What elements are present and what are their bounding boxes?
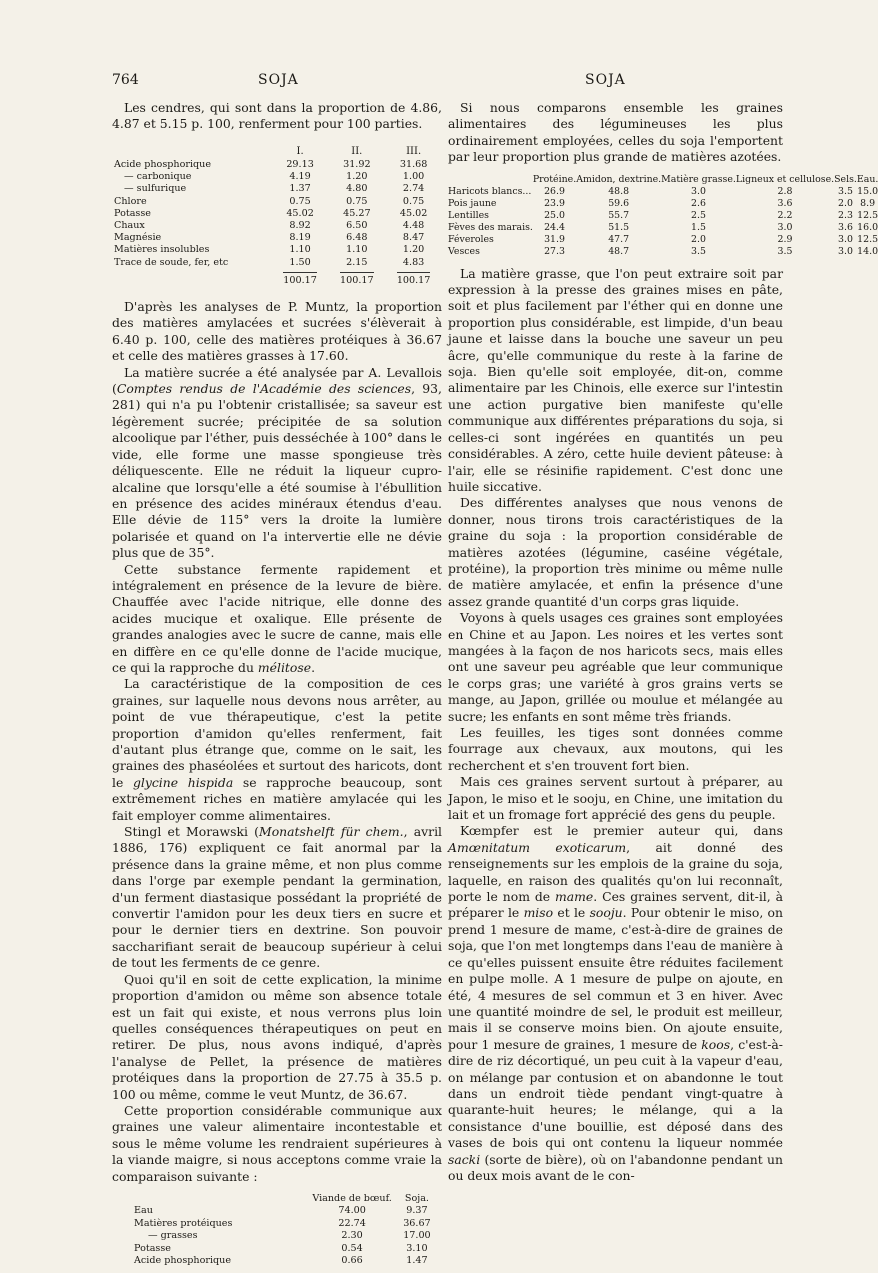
- table-row: — sulfurique 1.37 4.80 2.74: [124, 183, 425, 195]
- paragraph-stingl: Stingl et Morawski (Monatshelft für chem., avril 1886, 176) expliquent ce fait anormal par la présence dans la graine même, et non plus comme dans l'orge par exemple pendant la germination, d'un ferment diastasique possédant la propriété de convertir l'amidon pour les deux tiers en sucre et pour le dernier tiers en dextrine. Son pouvoir saccharifiant serait de beaucoup supérieur à celui de tout les ferments de ce genre.: [112, 824, 442, 971]
- paragraph-uses: Voyons à quels usages ces graines sont employées en Chine et au Japon. Les noires et les vertes sont mangées à la façon de nos haricots secs, mais elles ont une saveur peu agréable que leur communique le corps gras; une variété à gros grains verts se mange, au Japon, grillée ou moulue et mélangée au sucre; les enfants en sont même très friands.: [448, 610, 783, 724]
- table-row: Haricots blancs... 26.9 48.8 3.0 2.8 3.5 15.0: [448, 185, 878, 197]
- ash-composition-table: [114, 145, 442, 287]
- table-row: Vesces 27.3 48.7 3.5 3.5 3.0 14.0: [448, 245, 878, 257]
- column-header: Protéine.: [532, 173, 577, 185]
- table-row: — grasses 2.30 17.00: [148, 1230, 431, 1242]
- column-header: I.: [296, 145, 304, 157]
- running-title-right: SOJA: [585, 72, 626, 88]
- column-header: II.: [351, 145, 363, 157]
- paragraph-characteristic: La caractéristique de la composition de ces graines, sur laquelle nous devons nous arrêter, au point de vue thérapeutique, c'est la petite proportion d'amidon qu'elles renferment, fait d'autant plus étrange que, comme on le sait, les graines des phaséolées et surtout des haricots, dont le glycine hispida se rapproche beaucoup, sont extrêmement riches en matière amylacée qui les fait employer comme alimentaires.: [112, 676, 442, 823]
- column-header: Matière grasse.: [661, 173, 736, 185]
- column-header: Amidon, dextrine.: [576, 173, 662, 185]
- right-column: [448, 100, 878, 1184]
- column-header: Viande de bœuf.: [312, 1192, 392, 1204]
- paragraph-miso: Mais ces graines servent surtout à préparer, au Japon, le miso et le sooju, en Chine, une imitation du lait et un fromage fort apprécié des gens du peuple.: [448, 774, 783, 823]
- left-column: [112, 100, 442, 1273]
- table-row: Matières protéiques 22.74 36.67: [134, 1217, 431, 1229]
- column-header: Eau.: [856, 173, 878, 185]
- table-row: Matières insolubles 1.10 1.10 1.20: [114, 244, 425, 256]
- table-row: Trace de soude, fer, etc 1.50 2.15 4.83: [114, 256, 425, 268]
- paragraph-compare: Si nous comparons ensemble les graines alimentaires des légumineuses les plus ordinairement employées, celles du soja l'emportent par leur proportion plus grande de matières azotées.: [448, 100, 783, 165]
- beef-soja-table: [134, 1193, 442, 1267]
- table-row: Féveroles 31.9 47.7 2.0 2.9 3.0 12.5: [448, 233, 878, 245]
- table-total-row: 100.17 100.17 100.17: [114, 269, 442, 287]
- legume-composition-table: [448, 174, 878, 258]
- table-row: Acide phosphorique 0.66 1.47: [134, 1255, 428, 1267]
- table-row: Potasse 0.54 3.10: [134, 1242, 428, 1254]
- column-header: Ligneux et cellulose.: [735, 173, 835, 185]
- table-row: Chaux 8.92 6.50 4.48: [114, 220, 425, 232]
- page-number: 764: [112, 72, 139, 88]
- paragraph-explanation: Quoi qu'il en soit de cette explication, la minime proportion d'amidon ou même son absence totale est un fait qui existe, et nous verrons plus loin quelles conséquences thérapeutiques on peut en retirer. De plus, nous avons indiqué, d'après l'analyse de Pellet, la présence de matières protéiques dans la proportion de 27.75 à 35.5 p. 100 ou même, comme le veut Muntz, de 36.67.: [112, 971, 442, 1102]
- table-row: Eau 74.00 9.37: [134, 1205, 428, 1217]
- paragraph-fermentation: Cette substance fermente rapidement et intégralement en présence de la levure de bière. Chauffée avec l'acide nitrique, elle donne des acides mucique et oxalique. Elle présente de grandes analogies avec le sucre de canne, mais elle en diffère en ce qu'elle donne de l'acide mucique, ce qui la rapproche du mélitose.: [112, 561, 442, 675]
- table-row: Lentilles 25.0 55.7 2.5 2.2 2.3 12.5: [448, 209, 878, 221]
- paragraph-analyses: Des différentes analyses que nous venons de donner, nous tirons trois caractéristiques de la graine du soja : la proportion considérable de matières azotées (légumine, caséine végétale, protéine), la proportion très minime ou même nulle de matière amylacée, et enfin la présence d'une assez grande quantité d'un corps gras liquide.: [448, 495, 783, 609]
- table-row: — carbonique 4.19 1.20 1.00: [124, 171, 425, 183]
- paragraph-sugar: La matière sucrée a été analysée par A. Levallois (Comptes rendus de l'Académie des sciences, 93, 281) qui n'a pu l'obtenir cristallisée; sa saveur est légèrement sucrée; précipitée de sa solution alcoolique par l'éther, puis desséchée à 100° dans le vide, elle forme une masse spongieuse très déliquescente. Elle ne réduit la liqueur cupro-alcaline que lorsqu'elle a été soumise à l'ébullition en présence des acides minéraux étendus d'eau. Elle dévie de 115° vers la droite la lumière polarisée et quand on l'a intervertie elle ne dévie plus que de 35°.: [112, 364, 442, 561]
- column-header: Sels.: [834, 173, 857, 185]
- table-row: Potasse 45.02 45.27 45.02: [114, 207, 428, 219]
- column-header: Soja.: [404, 1192, 429, 1204]
- paragraph-proportion: Cette proportion considérable communique aux graines une valeur alimentaire incontestable et sous le même volume les rendraient supérieures à la viande maigre, si nous acceptons comme vraie la comparaison suivante :: [112, 1102, 442, 1184]
- running-header: [0, 72, 800, 92]
- table-row: Pois jaune 23.9 59.6 2.6 3.6 2.0 8.9: [448, 197, 876, 209]
- column-header: III.: [406, 145, 422, 157]
- running-title-left: SOJA: [258, 72, 299, 88]
- paragraph-kaempfer: Kœmpfer est le premier auteur qui, dans Amœnitatum exoticarum, ait donné des renseignements sur les emplois de la graine du soja, laquelle, en raison des qualités qu'on lui reconnaît, porte le nom de mame. Ces graines servent, dit-il, à préparer le miso et le sooju. Pour obtenir le miso, on prend 1 mesure de mame, c'est-à-dire de graines de soja, que l'on met longtemps dans l'eau de manière à ce qu'elles puissent ensuite être réduites facilement en pulpe molle. A 1 mesure de pulpe on ajoute, en été, 4 mesures de sel commun et 3 en hiver. Avec une quantité moindre de sel, le produit est meilleur, mais il se conserve moins bien. On ajoute ensuite, pour 1 mesure de graines, 1 mesure de koos, c'est-à-dire de riz décortiqué, un peu cuit à la vapeur d'eau, on mélange par contusion et on abandonne le tout dans un endroit tiède pendant vingt-quatre à quarante-huit heures; le mélange, qui a la consistance d'une bouillie, est déposé dans des vases de bois qui ont contenu la liqueur nommée sacki (sorte de bière), où on l'abandonne pendant un ou deux mois avant de le con-: [448, 823, 784, 1183]
- table-row: Magnésie 8.19 6.48 8.47: [114, 232, 425, 244]
- table-row: Acide phosphorique 29.13 31.92 31.68: [114, 159, 428, 171]
- paragraph-muntz: D'après les analyses de P. Muntz, la proportion des matières amylacées et sucrées s'élèverait à 6.40 p. 100, celle des matières protéiques à 36.67 et celle des matières grasses à 17.60.: [112, 299, 442, 364]
- paragraph-fat: La matière grasse, que l'on peut extraire soit par expression à la presse des graines mises en pâte, soit et plus facilement par l'éther qui en donne une proportion plus considérable, est limpide, d'un beau jaune et laisse dans la bouche une saveur un peu âcre, qu'elle communique du reste à la farine de soja. Bien qu'elle soit employée, dit-on, comme alimentaire par les Chinois, elle exerce sur l'intestin une action purgative bien manifeste qu'elle communique aux différentes préparations du soja, si celles-ci sont ingérées en quantités un peu considérables. A zéro, cette huile devient pâteuse: à l'air, elle se résinifie rapidement. C'est donc une huile siccative.: [448, 265, 783, 494]
- table-row: Chlore 0.75 0.75 0.75: [114, 195, 425, 207]
- paragraph-ash-intro: Les cendres, qui sont dans la proportion de 4.86, 4.87 et 5.15 p. 100, renferment pour 100 parties.: [112, 100, 442, 132]
- paragraph-leaves: Les feuilles, les tiges sont données comme fourrage aux chevaux, aux moutons, qui les recherchent et s'en trouvent fort bien.: [448, 725, 783, 773]
- table-row: Fèves des marais. 24.4 51.5 1.5 3.0 3.6 16.0: [448, 221, 878, 233]
